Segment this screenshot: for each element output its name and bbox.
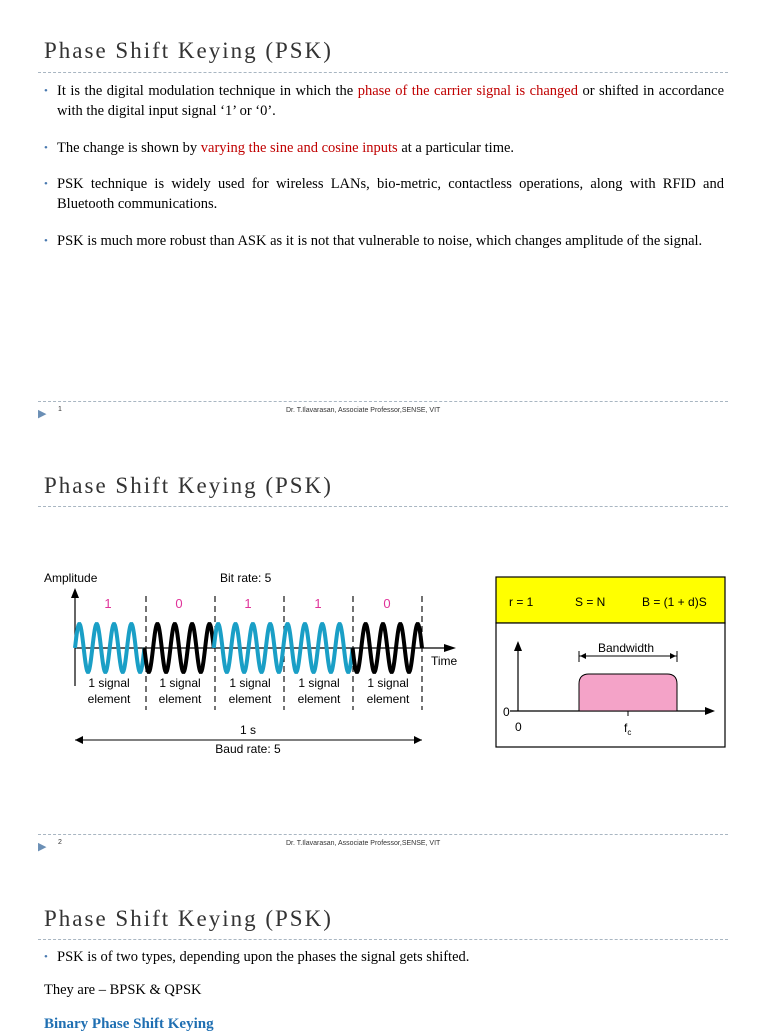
bullet-dot-icon: • bbox=[44, 235, 48, 247]
waveform-segment-bit-1 bbox=[283, 624, 352, 672]
element-label-line2: element bbox=[297, 692, 341, 706]
psk-waveform bbox=[75, 624, 422, 672]
element-label-line2: element bbox=[158, 692, 202, 706]
bullet-dot-icon: • bbox=[44, 142, 48, 154]
slide2-title-divider bbox=[38, 506, 728, 507]
bit-label: 1 bbox=[244, 596, 252, 611]
slide3-bullet-1 bbox=[44, 947, 724, 967]
slide3-title-divider bbox=[38, 939, 728, 940]
bullet-text: It is the digital modulation technique in which the bbox=[57, 83, 358, 99]
footer-credit: Dr. T.Ilavarasan, Associate Professor,SENSE, VIT bbox=[286, 407, 441, 414]
slide1-footer-divider bbox=[38, 401, 728, 402]
arrow-right-icon bbox=[414, 736, 422, 744]
b-formula: B = (1 + d)S bbox=[642, 595, 707, 609]
element-label-line1: 1 signal bbox=[229, 676, 271, 690]
bullet-dot-icon: • bbox=[44, 85, 48, 97]
element-label-line1: 1 signal bbox=[298, 676, 340, 690]
element-label-line1: 1 signal bbox=[367, 676, 409, 690]
bullet-text: PSK is much more robust than ASK as it is not that vulnerable to noise, which changes amplitude of the signal. bbox=[57, 233, 703, 249]
bullet-dot-icon: • bbox=[44, 178, 48, 190]
bpsk-heading: Binary Phase Shift Keying bbox=[44, 1016, 214, 1032]
waveform-segment-bit-1 bbox=[214, 624, 283, 672]
r-formula: r = 1 bbox=[509, 595, 534, 609]
element-label-line2: element bbox=[228, 692, 272, 706]
bullet-text: or shifted in accordance with the digital input signal ‘1’ or ‘0’. bbox=[57, 83, 725, 119]
bullet-highlight: phase of the carrier signal is changed bbox=[357, 83, 578, 99]
triangle-marker-icon: ▶ bbox=[38, 841, 47, 853]
y-zero-label: 0 bbox=[503, 705, 510, 719]
slide3-title: Phase Shift Keying (PSK) bbox=[44, 906, 333, 931]
slide1-bullet-4 bbox=[44, 231, 724, 251]
duration-label: 1 s bbox=[239, 723, 257, 737]
slide-number: 2 bbox=[58, 839, 62, 846]
footer-credit: Dr. T.Ilavarasan, Associate Professor,SENSE, VIT bbox=[286, 840, 441, 847]
psk-bandwidth-diagram bbox=[495, 576, 727, 750]
slide2-title: Phase Shift Keying (PSK) bbox=[44, 473, 333, 498]
bit-label: 1 bbox=[104, 596, 112, 611]
element-label-line2: element bbox=[87, 692, 131, 706]
bit-label: 0 bbox=[175, 596, 183, 611]
slide1-bullet-1 bbox=[44, 81, 724, 121]
bitrate-label: Bit rate: 5 bbox=[220, 571, 272, 585]
x-zero-label: 0 bbox=[515, 720, 522, 734]
bit-label: 0 bbox=[383, 596, 391, 611]
axis-arrow-icon bbox=[71, 588, 79, 598]
bit-label: 1 bbox=[314, 596, 322, 611]
they-are-line: They are – BPSK & QPSK bbox=[44, 982, 202, 998]
s-formula: S = N bbox=[575, 595, 606, 609]
triangle-marker-icon: ▶ bbox=[38, 408, 47, 420]
waveform-segment-bit-1 bbox=[75, 624, 144, 672]
slide1-title: Phase Shift Keying (PSK) bbox=[44, 38, 333, 63]
psk-signal-diagram bbox=[38, 564, 478, 760]
bullet-text: The change is shown by bbox=[57, 140, 201, 156]
time-label: Time bbox=[431, 654, 458, 668]
element-label-line1: 1 signal bbox=[159, 676, 201, 690]
waveform-segment-bit-0 bbox=[144, 624, 213, 672]
bullet-text: at a particular time. bbox=[397, 140, 515, 156]
bandwidth-label: Bandwidth bbox=[597, 641, 655, 655]
fc-symbol: f bbox=[624, 721, 628, 735]
bullet-text: PSK is of two types, depending upon the phases the signal gets shifted. bbox=[57, 949, 470, 965]
bandwidth-band bbox=[579, 674, 677, 711]
waveform-segment-bit-0 bbox=[353, 624, 422, 672]
bullet-dot-icon: • bbox=[44, 951, 48, 963]
arrow-left-icon bbox=[75, 736, 83, 744]
slide1-bullet-3 bbox=[44, 174, 724, 214]
slide2-footer-divider bbox=[38, 834, 728, 835]
slide1-title-divider bbox=[38, 72, 728, 73]
baudrate-label: Baud rate: 5 bbox=[215, 742, 281, 756]
element-label-line2: element bbox=[366, 692, 410, 706]
amplitude-label: Amplitude bbox=[44, 571, 98, 585]
bullet-text: PSK technique is widely used for wireless LANs, bio-metric, contactless operations, along with RFID and Bluetooth communications. bbox=[57, 176, 724, 212]
axis-arrow-icon bbox=[444, 644, 456, 652]
slide-number: 1 bbox=[58, 406, 62, 413]
bullet-highlight: varying the sine and cosine inputs bbox=[200, 140, 398, 156]
slide1-bullet-2 bbox=[44, 138, 724, 158]
fc-subscript: c bbox=[627, 728, 632, 737]
element-label-line1: 1 signal bbox=[88, 676, 130, 690]
